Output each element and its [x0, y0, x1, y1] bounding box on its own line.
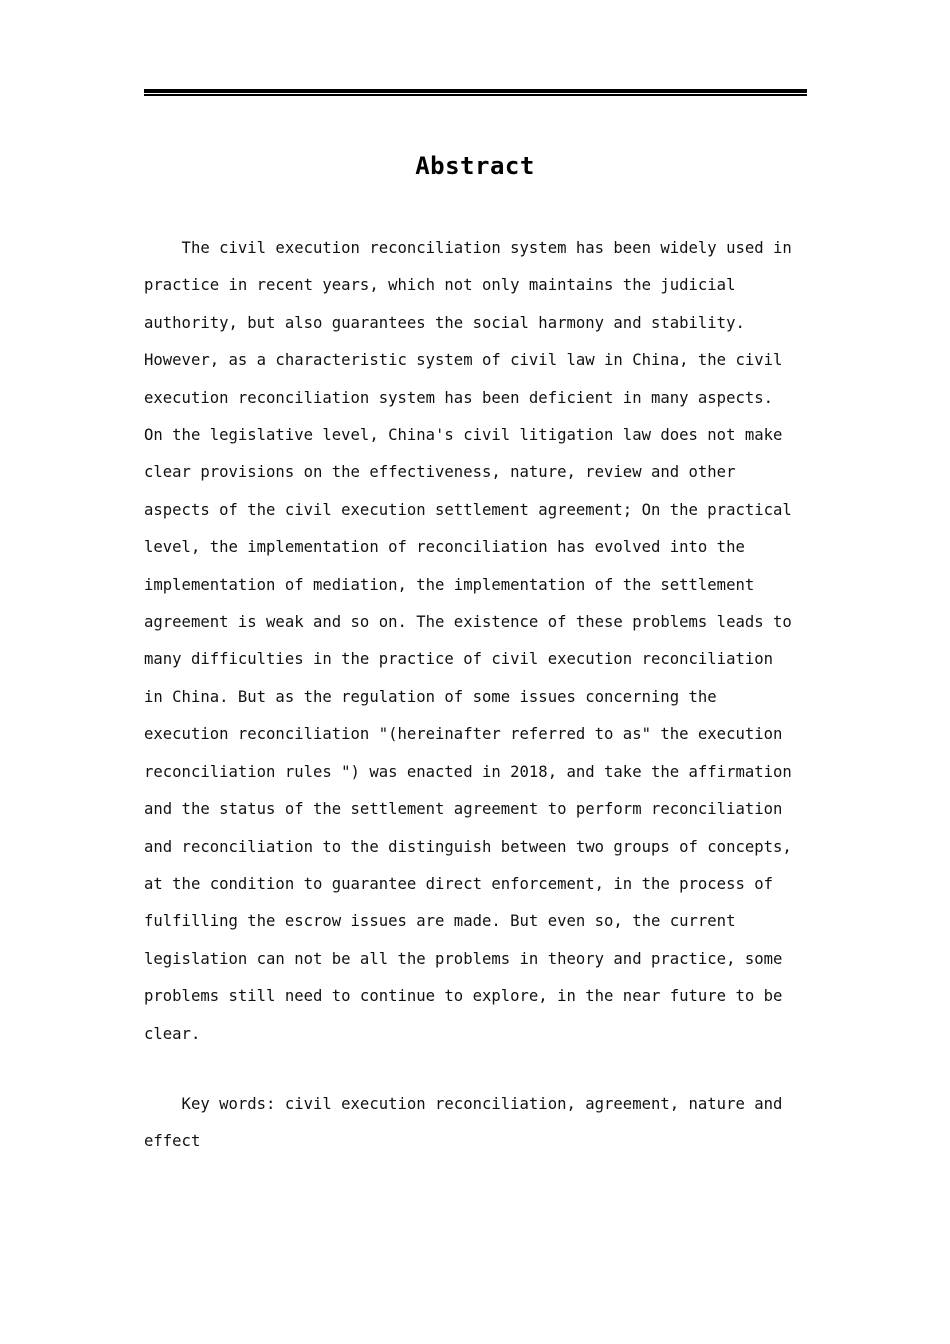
abstract-line: aspects of the civil execution settlement agreement; On the practical [144, 500, 792, 519]
abstract-line: clear provisions on the effectiveness, nature, review and other [144, 463, 736, 482]
abstract-line: clear. [144, 1024, 201, 1043]
abstract-line: execution reconciliation "(hereinafter referred to as" the execution [144, 725, 783, 744]
abstract-line: problems still need to continue to explore, in the near future to be [144, 987, 783, 1006]
keywords-section [144, 1086, 812, 1161]
abstract-line: in China. But as the regulation of some issues concerning the [144, 687, 717, 706]
abstract-body [144, 230, 812, 1053]
keywords-line: effect [144, 1132, 201, 1151]
header-rule-thick [144, 89, 807, 93]
abstract-line: The civil execution reconciliation system has been widely used in [144, 239, 792, 257]
abstract-line: many difficulties in the practice of civil execution reconciliation [144, 650, 774, 669]
abstract-line: However, as a characteristic system of civil law in China, the civil [144, 351, 783, 370]
header-rule-thin [144, 94, 807, 96]
page-title: Abstract [415, 152, 535, 180]
abstract-line: practice in recent years, which not only maintains the judicial [144, 276, 736, 295]
abstract-line: implementation of mediation, the implementation of the settlement [144, 575, 755, 594]
abstract-line: at the condition to guarantee direct enforcement, in the process of [144, 874, 774, 893]
abstract-line: level, the implementation of reconciliation has evolved into the [144, 538, 745, 557]
keywords-line: Key words: civil execution reconciliation, agreement, nature and [144, 1095, 783, 1113]
abstract-line: On the legislative level, China's civil litigation law does not make [144, 426, 783, 445]
abstract-line: agreement is weak and so on. The existence of these problems leads to [144, 613, 792, 632]
abstract-line: execution reconciliation system has been deficient in many aspects. [144, 388, 774, 407]
abstract-line: and reconciliation to the distinguish between two groups of concepts, [144, 837, 792, 856]
abstract-line: legislation can not be all the problems in theory and practice, some [144, 949, 783, 968]
header-double-rule [144, 89, 807, 96]
abstract-line: fulfilling the escrow issues are made. But even so, the current [144, 912, 736, 931]
abstract-line: reconciliation rules ") was enacted in 2018, and take the affirmation [144, 762, 792, 781]
abstract-line: authority, but also guarantees the social harmony and stability. [144, 313, 745, 332]
abstract-line: and the status of the settlement agreement to perform reconciliation [144, 800, 783, 819]
